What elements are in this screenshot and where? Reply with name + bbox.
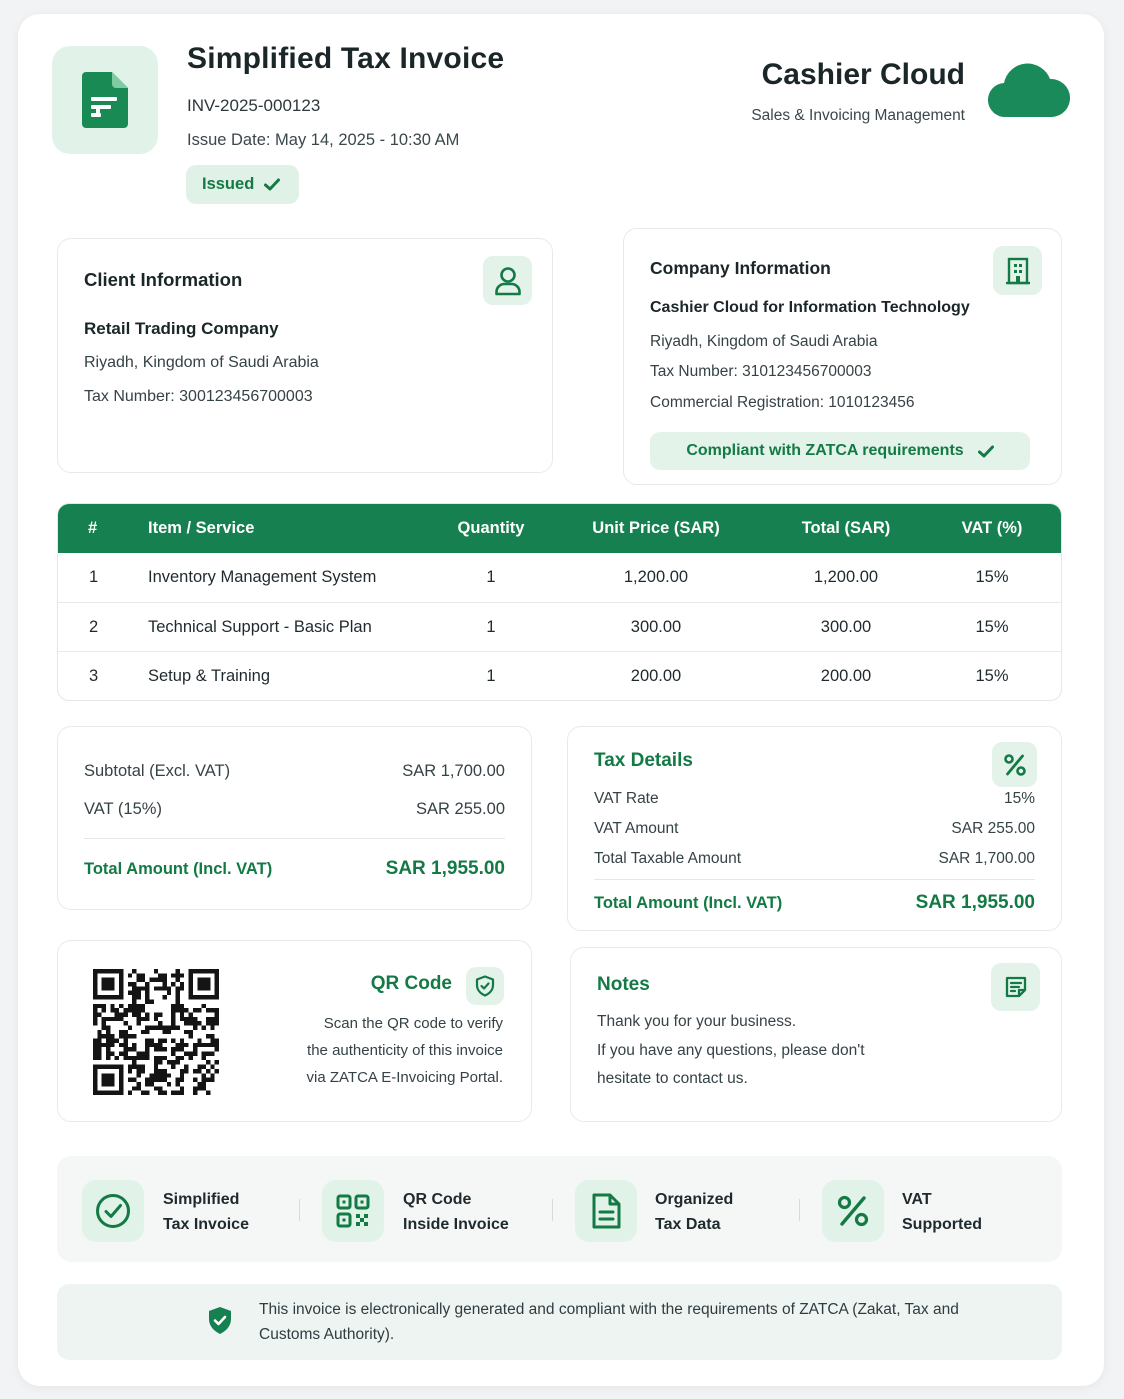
invoice-number: INV-2025-000123 bbox=[187, 96, 321, 115]
row-total: 200.00 bbox=[820, 667, 872, 685]
column-header-vat: VAT (%) bbox=[961, 519, 1023, 537]
client-tax-number: Tax Number: 300123456700003 bbox=[84, 388, 313, 405]
row-item: Technical Support - Basic Plan bbox=[148, 618, 372, 636]
notes-card bbox=[570, 947, 1062, 1122]
vat-value: SAR 255.00 bbox=[416, 800, 505, 818]
total-label: Total Amount (Incl. VAT) bbox=[84, 860, 273, 878]
column-header-unit-price: Unit Price (SAR) bbox=[592, 519, 720, 537]
row-number: 1 bbox=[89, 568, 99, 586]
feature-simplified-tax-invoice bbox=[163, 1187, 249, 1237]
column-header-number: # bbox=[88, 519, 98, 537]
feature-line-1: QR Code bbox=[403, 1191, 472, 1208]
vat-rate-value: 15% bbox=[1003, 790, 1035, 807]
zatca-compliance-label: Compliant with ZATCA requirements bbox=[686, 442, 964, 459]
vat-rate-label: VAT Rate bbox=[594, 790, 659, 807]
compliance-footer-text: This invoice is electronically generated and compliant with the requirements of ZATCA (Zakat, Tax and Customs Authority). bbox=[259, 1301, 959, 1343]
row-quantity: 1 bbox=[486, 568, 496, 586]
invoice-page bbox=[18, 14, 1104, 1386]
summary-card bbox=[57, 726, 532, 910]
qr-line-3: via ZATCA E-Invoicing Portal. bbox=[306, 1069, 503, 1086]
column-header-item: Item / Service bbox=[148, 519, 255, 537]
row-unit-price: 200.00 bbox=[630, 667, 682, 685]
taxable-amount-label: Total Taxable Amount bbox=[594, 850, 742, 867]
issue-date: Issue Date: May 14, 2025 - 10:30 AM bbox=[187, 131, 460, 149]
table-row bbox=[58, 651, 1061, 700]
client-info-card bbox=[57, 238, 553, 473]
total-value: SAR 1,955.00 bbox=[385, 858, 505, 879]
notes-line-3: hesitate to contact us. bbox=[597, 1070, 748, 1087]
row-vat: 15% bbox=[975, 568, 1009, 586]
feature-line-1: VAT bbox=[902, 1191, 932, 1208]
features-strip bbox=[57, 1156, 1062, 1262]
tax-total-label: Total Amount (Incl. VAT) bbox=[594, 894, 783, 912]
taxable-amount-value: SAR 1,700.00 bbox=[938, 850, 1035, 867]
row-number: 2 bbox=[89, 618, 99, 636]
divider bbox=[552, 1199, 553, 1221]
row-item: Inventory Management System bbox=[148, 568, 377, 586]
check-icon bbox=[264, 178, 280, 191]
row-number: 3 bbox=[89, 667, 99, 685]
row-item: Setup & Training bbox=[148, 667, 270, 685]
subtotal-value: SAR 1,700.00 bbox=[402, 762, 505, 780]
tax-details-card bbox=[567, 726, 1062, 931]
feature-qr-code bbox=[403, 1187, 509, 1237]
row-vat: 15% bbox=[975, 667, 1009, 685]
company-info-card bbox=[623, 228, 1062, 485]
client-info-heading: Client Information bbox=[84, 269, 243, 290]
qr-card bbox=[57, 940, 532, 1122]
vat-amount-label: VAT Amount bbox=[594, 820, 679, 837]
company-address: Riyadh, Kingdom of Saudi Arabia bbox=[650, 333, 878, 350]
items-table bbox=[57, 503, 1062, 701]
feature-line-2: Inside Invoice bbox=[403, 1216, 509, 1233]
company-commercial-registration: Commercial Registration: 1010123456 bbox=[650, 394, 915, 411]
feature-line-2: Supported bbox=[902, 1216, 982, 1233]
qr-code-image bbox=[92, 969, 220, 1095]
feature-line-1: Simplified bbox=[163, 1191, 240, 1208]
row-total: 1,200.00 bbox=[813, 568, 879, 586]
qr-heading: QR Code bbox=[370, 973, 452, 994]
building-icon bbox=[993, 246, 1042, 295]
row-unit-price: 300.00 bbox=[630, 618, 682, 636]
feature-line-2: Tax Data bbox=[655, 1216, 721, 1233]
feature-line-1: Organized bbox=[655, 1191, 734, 1208]
tax-total-value: SAR 1,955.00 bbox=[915, 892, 1035, 913]
notes-line-2: If you have any questions, please don't bbox=[597, 1042, 865, 1059]
divider bbox=[594, 879, 1035, 880]
client-address: Riyadh, Kingdom of Saudi Arabia bbox=[84, 354, 319, 371]
vat-label: VAT (15%) bbox=[84, 800, 162, 818]
status-label: Issued bbox=[202, 175, 255, 193]
percent-icon bbox=[822, 1180, 884, 1242]
page-title: Simplified Tax Invoice bbox=[187, 42, 505, 75]
table-header bbox=[58, 504, 1061, 553]
vat-amount-value: SAR 255.00 bbox=[951, 820, 1035, 837]
notes-line-1: Thank you for your business. bbox=[597, 1013, 797, 1030]
row-quantity: 1 bbox=[486, 618, 496, 636]
invoice-document-icon bbox=[52, 46, 158, 154]
table-row bbox=[58, 602, 1061, 651]
qr-line-2: the authenticity of this invoice bbox=[307, 1042, 503, 1059]
cloud-icon bbox=[988, 62, 1070, 123]
company-info-heading: Company Information bbox=[650, 258, 831, 278]
shield-check-icon bbox=[207, 1306, 233, 1341]
qr-line-1: Scan the QR code to verify bbox=[323, 1015, 503, 1032]
notes-heading: Notes bbox=[597, 974, 650, 995]
status-badge bbox=[186, 165, 299, 204]
feature-line-2: Tax Invoice bbox=[163, 1216, 249, 1233]
check-circle-icon bbox=[82, 1180, 144, 1242]
brand-tagline: Sales & Invoicing Management bbox=[751, 107, 965, 124]
subtotal-label: Subtotal (Excl. VAT) bbox=[84, 762, 231, 780]
row-total: 300.00 bbox=[820, 618, 872, 636]
feature-organized-tax-data bbox=[655, 1187, 733, 1237]
check-icon bbox=[978, 445, 994, 458]
shield-icon bbox=[466, 967, 504, 1005]
company-name: Cashier Cloud for Information Technology bbox=[650, 299, 970, 316]
feature-vat-supported bbox=[902, 1187, 982, 1237]
column-header-quantity: Quantity bbox=[457, 519, 525, 537]
row-quantity: 1 bbox=[486, 667, 496, 685]
divider bbox=[299, 1199, 300, 1221]
notes-icon bbox=[991, 963, 1040, 1011]
column-header-total: Total (SAR) bbox=[801, 519, 891, 537]
table-row bbox=[58, 553, 1061, 602]
user-icon bbox=[483, 256, 532, 305]
qr-icon bbox=[322, 1180, 384, 1242]
company-tax-number: Tax Number: 310123456700003 bbox=[650, 363, 872, 380]
tax-details-heading: Tax Details bbox=[594, 750, 693, 771]
brand-name: Cashier Cloud bbox=[761, 58, 965, 91]
zatca-compliance-badge bbox=[650, 432, 1030, 470]
percent-icon bbox=[992, 742, 1037, 787]
row-vat: 15% bbox=[975, 618, 1009, 636]
divider bbox=[799, 1199, 800, 1221]
client-name: Retail Trading Company bbox=[84, 319, 279, 338]
document-icon bbox=[575, 1180, 637, 1242]
compliance-footer bbox=[57, 1284, 1062, 1360]
divider bbox=[84, 838, 505, 839]
row-unit-price: 1,200.00 bbox=[623, 568, 689, 586]
